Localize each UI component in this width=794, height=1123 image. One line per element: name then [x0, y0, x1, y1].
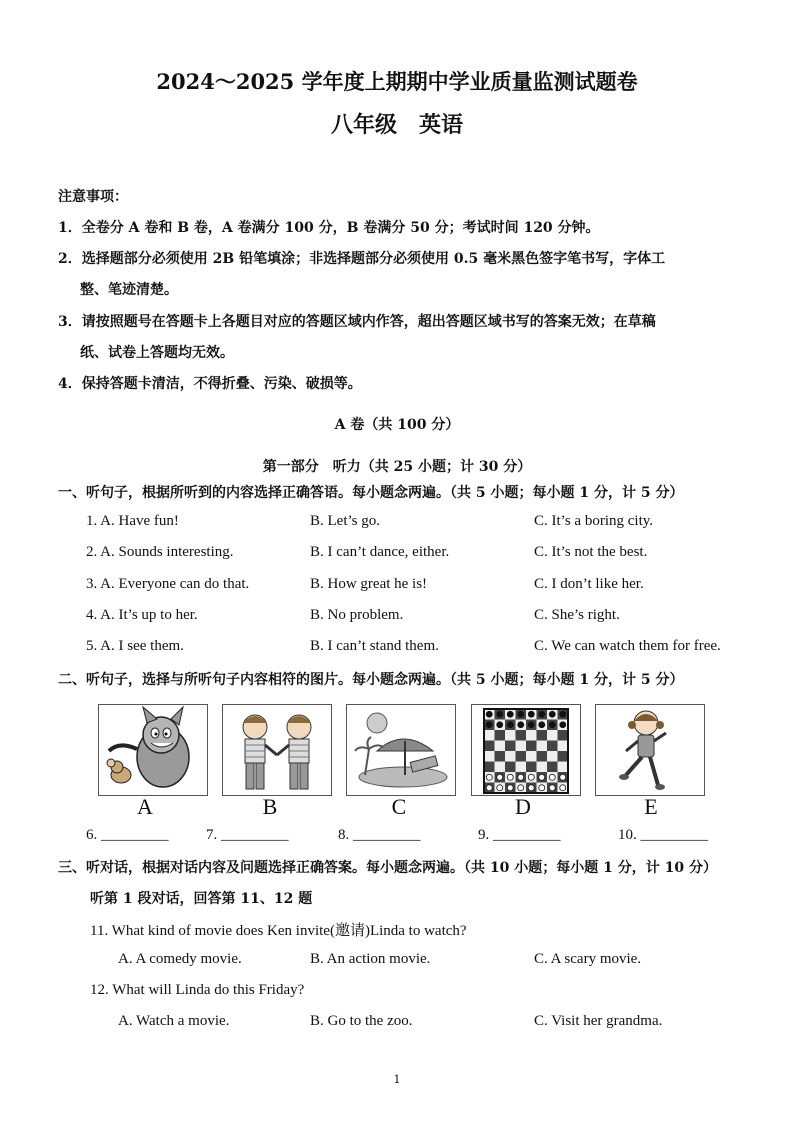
notice-item-3-cont: 纸、试卷上答题均无效。	[80, 345, 234, 361]
part-a-title: A 卷（共 100 分）	[334, 417, 460, 433]
exam-subtitle	[0, 108, 794, 139]
q11-option-a: A. A comedy movie.	[118, 951, 242, 967]
answer-blank-6[interactable]: 6. _________	[86, 827, 169, 843]
q11-option-b: B. An action movie.	[310, 951, 431, 967]
picture-letter-b: B	[262, 794, 278, 819]
answer-blank-7[interactable]: 7. _________	[206, 827, 289, 843]
q4-option-a: 4. A. It’s up to her.	[86, 607, 198, 623]
picture-a-cartoon-cat-mouse	[98, 704, 208, 796]
q12-stem: 12. What will Linda do this Friday?	[90, 982, 305, 998]
picture-e-running-girl	[595, 704, 705, 796]
notice-item-1: 1．全卷分 A 卷和 B 卷，A 卷满分 100 分，B 卷满分 50 分；考试时间 120 分钟。	[58, 220, 600, 236]
q4-option-c: C. She’s right.	[534, 607, 620, 623]
part1-title: 第一部分 听力（共 25 小题；计 30 分）	[262, 459, 532, 475]
picture-letter-d: D	[515, 794, 531, 819]
q2-option-b: B. I can’t dance, either.	[310, 544, 450, 560]
q1-option-c: C. It’s a boring city.	[534, 513, 654, 529]
q3-option-b: B. How great he is!	[310, 576, 428, 592]
section3-title: 三、听对话，根据对话内容及问题选择正确答案。每小题念两遍。（共 10 小题；每小题 1 分，计 10 分）	[58, 860, 717, 876]
dialog1-instruction: 听第 1 段对话，回答第 11、12 题	[90, 891, 313, 907]
page-number: 1	[393, 1073, 401, 1086]
q11-stem: 11. What kind of movie does Ken invite(邀请)Linda to watch?	[90, 923, 467, 939]
answer-blank-10[interactable]: 10. _________	[618, 827, 708, 843]
q5-option-b: B. I can’t stand them.	[310, 638, 439, 654]
notice-item-4: 4．保持答题卡清洁，不得折叠、污染、破损等。	[58, 376, 362, 392]
grade-label: 八年级	[330, 112, 397, 138]
answer-blank-8[interactable]: 8. _________	[338, 827, 421, 843]
picture-c-beach-umbrella	[346, 704, 456, 796]
notice-heading: 注意事项：	[58, 189, 128, 205]
picture-d-chess-board	[471, 704, 581, 796]
picture-letter-a: A	[137, 794, 153, 819]
subject-label: 英语	[419, 112, 464, 138]
q3-option-c: C. I don’t like her.	[534, 576, 644, 592]
q1-option-a: 1. A. Have fun!	[86, 513, 179, 529]
notice-item-3: 3．请按照题号在答题卡上各题目对应的答题区域内作答，超出答题区域书写的答案无效；在草稿	[58, 314, 656, 330]
q5-option-c: C. We can watch them for free.	[534, 638, 721, 654]
q12-option-b: B. Go to the zoo.	[310, 1013, 413, 1029]
exam-title: 2024～2025 学年度上期期中学业质量监测试题卷	[156, 69, 638, 94]
picture-b-two-boys	[222, 704, 332, 796]
notice-item-2-cont: 整、笔迹清楚。	[80, 282, 178, 298]
q1-option-b: B. Let’s go.	[310, 513, 380, 529]
q4-option-b: B. No problem.	[310, 607, 404, 623]
q12-option-c: C. Visit her grandma.	[534, 1013, 663, 1029]
picture-letter-e: E	[644, 794, 658, 819]
q2-option-a: 2. A. Sounds interesting.	[86, 544, 234, 560]
q5-option-a: 5. A. I see them.	[86, 638, 184, 654]
section2-title: 二、听句子，选择与所听句子内容相符的图片。每小题念两遍。（共 5 小题；每小题 1 分，计 5 分）	[58, 672, 684, 688]
q12-option-a: A. Watch a movie.	[118, 1013, 230, 1029]
picture-letter-c: C	[391, 794, 407, 819]
section1-title: 一、听句子，根据所听到的内容选择正确答语。每小题念两遍。（共 5 小题；每小题 1 分，计 5 分）	[58, 485, 684, 501]
answer-blank-9[interactable]: 9. _________	[478, 827, 561, 843]
q2-option-c: C. It’s not the best.	[534, 544, 648, 560]
q11-option-c: C. A scary movie.	[534, 951, 642, 967]
q3-option-a: 3. A. Everyone can do that.	[86, 576, 250, 592]
notice-item-2: 2．选择题部分必须使用 2B 铅笔填涂；非选择题部分必须使用 0.5 毫米黑色签字笔书写，字体工	[58, 251, 666, 267]
